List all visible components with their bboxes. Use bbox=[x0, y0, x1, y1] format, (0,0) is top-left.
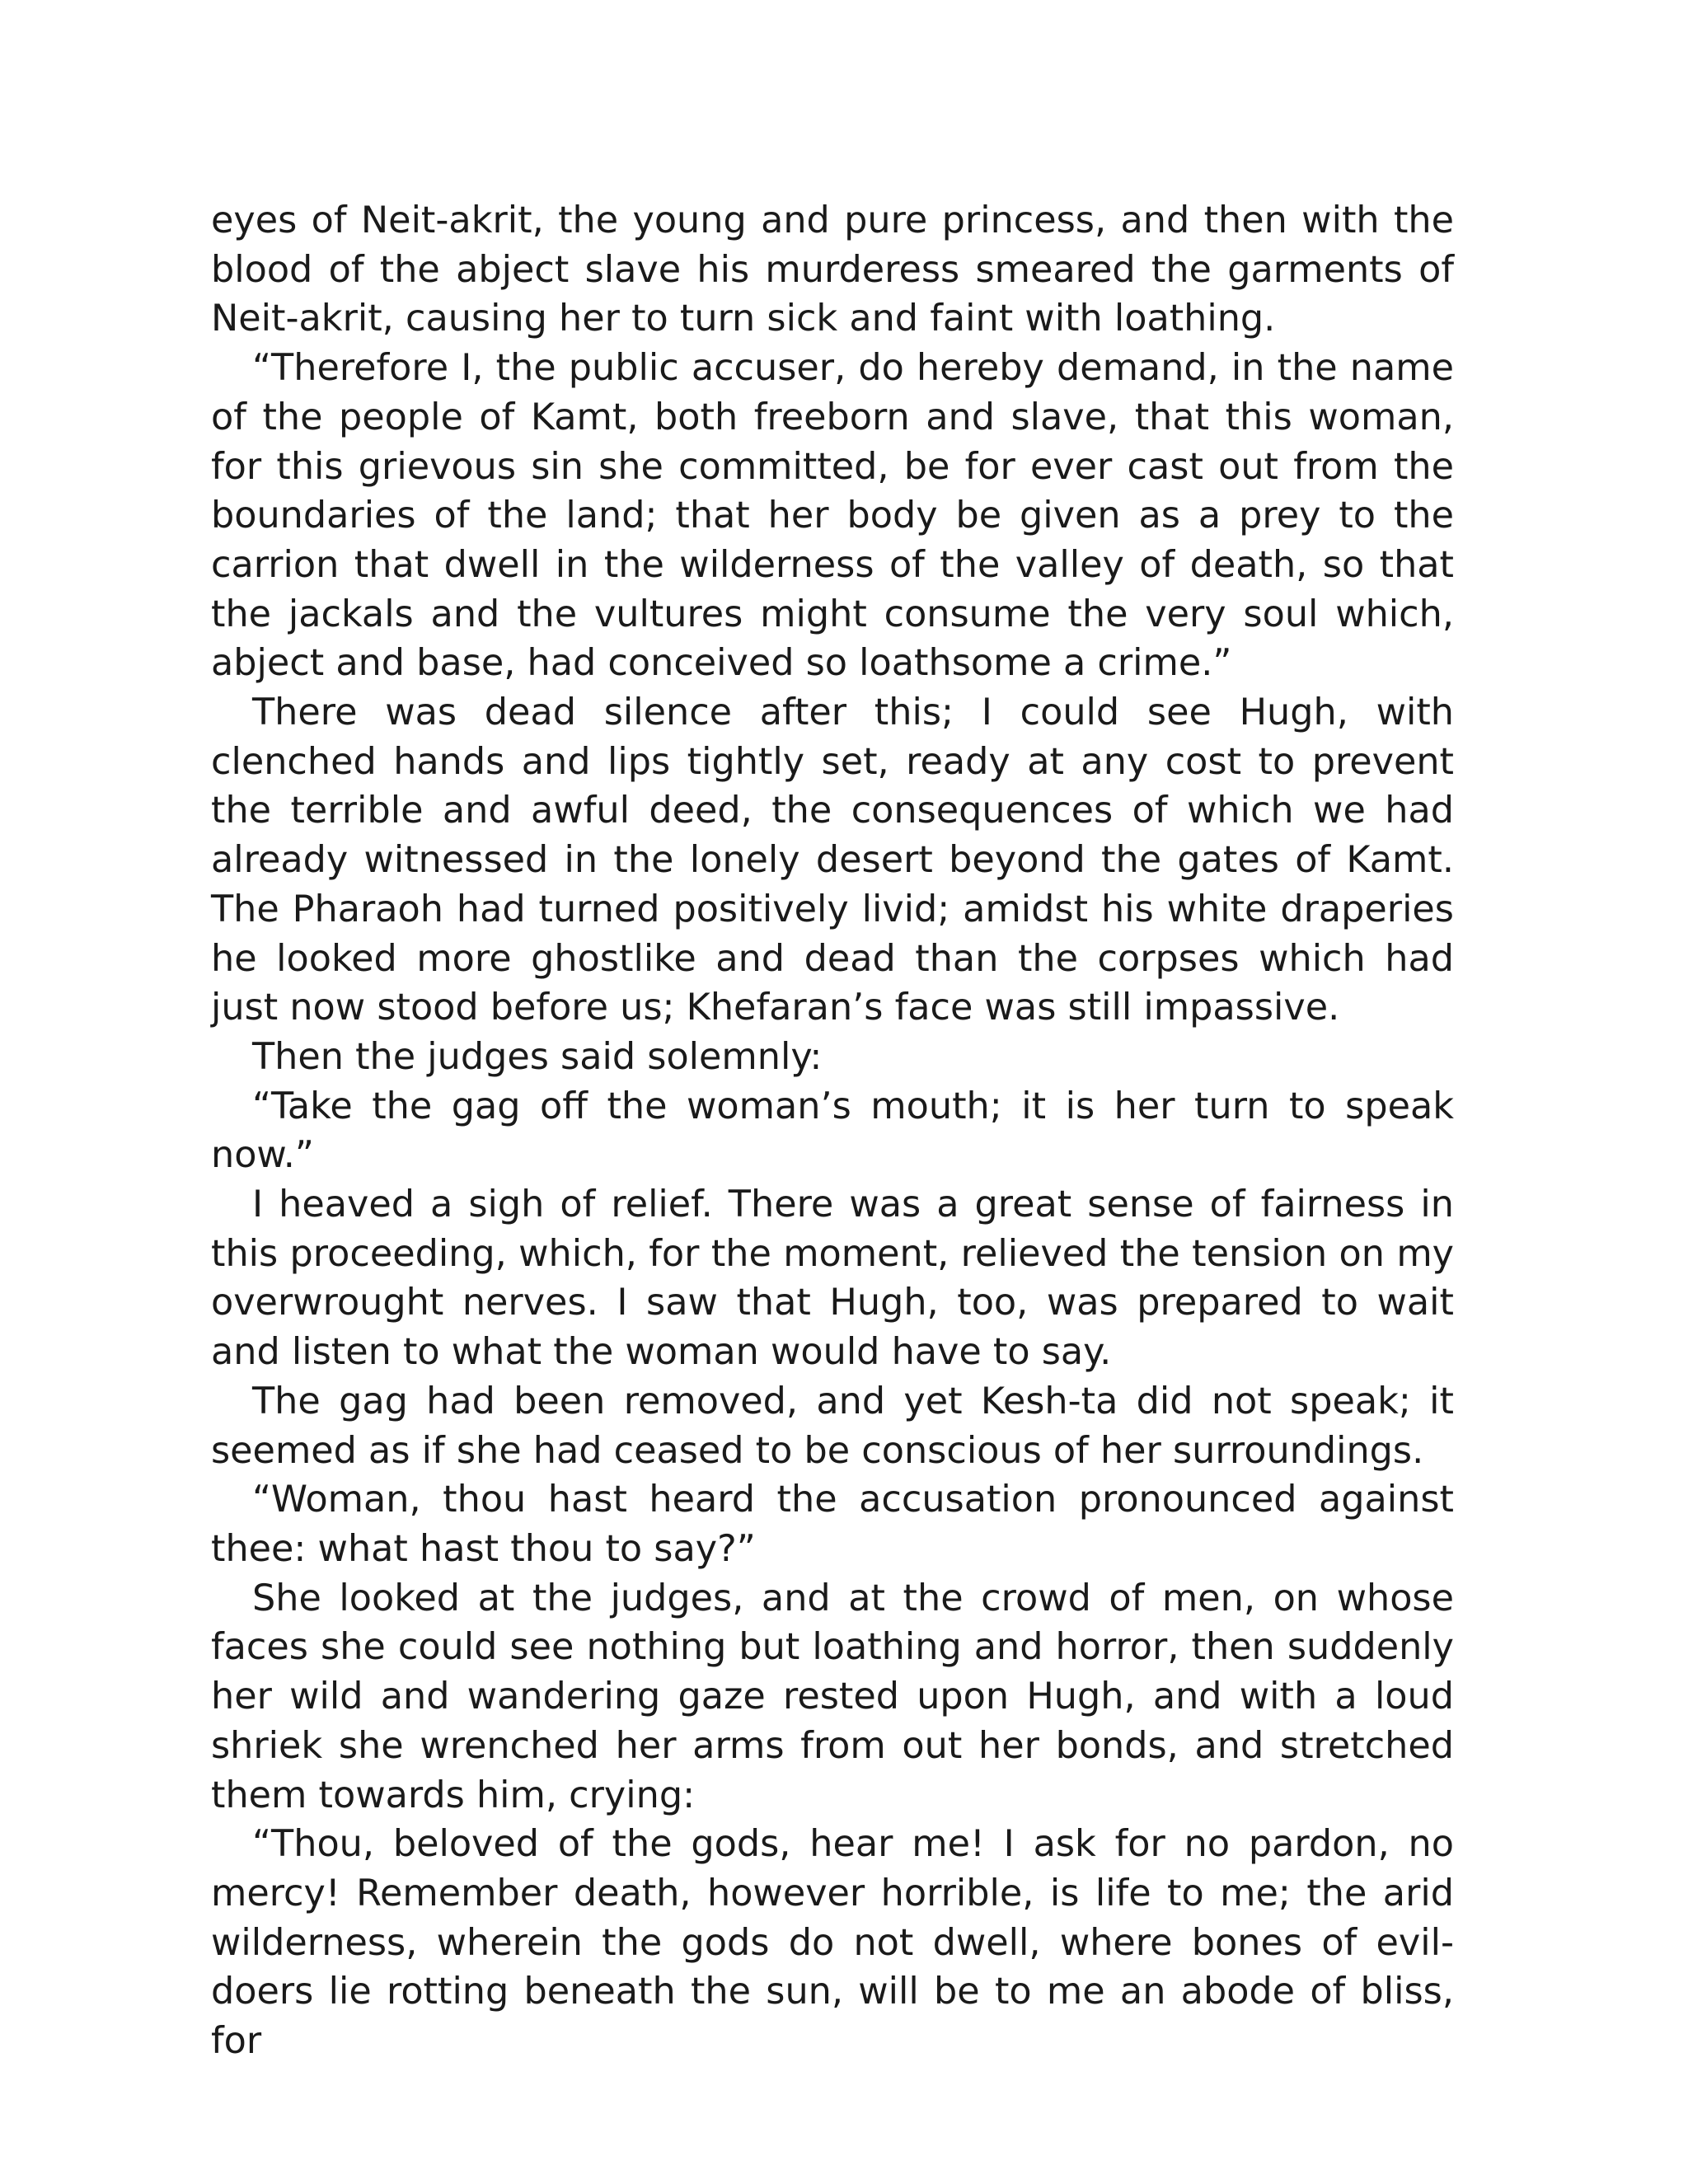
paragraph-3: There was dead silence after this; I could see Hugh, with clenched hands and lips tightly set, ready at any cost to prevent the terrible and awful deed, the consequences of which we had already witnessed in the lonely desert beyond the gates of Kamt. The Pharaoh had turned positively livid; amidst his white draperies he looked more ghostlike and dead than the corpses which had just now stood before us; Khefaran’s face was still impassive. bbox=[211, 691, 1454, 1029]
paragraph-6: I heaved a sigh of relief. There was a great sense of fairness in this proceeding, which, for the moment, relieved the tension on my overwrought nerves. I saw that Hugh, too, was prepared to wait and listen to what the woman would have to say. bbox=[211, 1183, 1454, 1374]
paragraph-2: “Therefore I, the public accuser, do hereby demand, in the name of the people of Kamt, both freeborn and slave, that this woman, for this grievous sin she committed, be for ever cast out from the boundaries of the land; that her body be given as a prey to the carrion that dwell in the wilderness of the valley of death, so that the jackals and the vultures might consume the very soul which, abject and base, had conceived so loathsome a crime.” bbox=[211, 347, 1454, 685]
paragraph-7: The gag had been removed, and yet Kesh-ta did not speak; it seemed as if she had ceased to be conscious of her surroundings. bbox=[211, 1380, 1454, 1472]
paragraph-1: eyes of Neit-akrit, the young and pure princess, and then with the blood of the abject slave his murderess smeared the garments of Neit-akrit, causing her to turn sick and faint with loathing. bbox=[211, 199, 1454, 340]
paragraph-9: She looked at the judges, and at the crowd of men, on whose faces she could see nothing but loathing and horror, then suddenly her wild and wandering gaze rested upon Hugh, and with a loud shriek she wrenched her arms from out her bonds, and stretched them towards him, crying: bbox=[211, 1577, 1454, 1816]
body-text bbox=[211, 196, 1454, 2066]
paragraph-5: “Take the gag off the woman’s mouth; it is her turn to speak now.” bbox=[211, 1085, 1454, 1177]
paragraph-4: Then the judges said solemnly: bbox=[252, 1035, 823, 1078]
paragraph-10: “Thou, beloved of the gods, hear me! I ask for no pardon, no mercy! Remember death, however horrible, is life to me; the arid wilderness, wherein the gods do not dwell, where bones of evildoers lie rotting beneath the sun, will be to me an abode of bliss, for bbox=[211, 1823, 1454, 2063]
paragraph-8: “Woman, thou hast heard the accusation pronounced against thee: what hast thou to say?” bbox=[211, 1479, 1454, 1570]
